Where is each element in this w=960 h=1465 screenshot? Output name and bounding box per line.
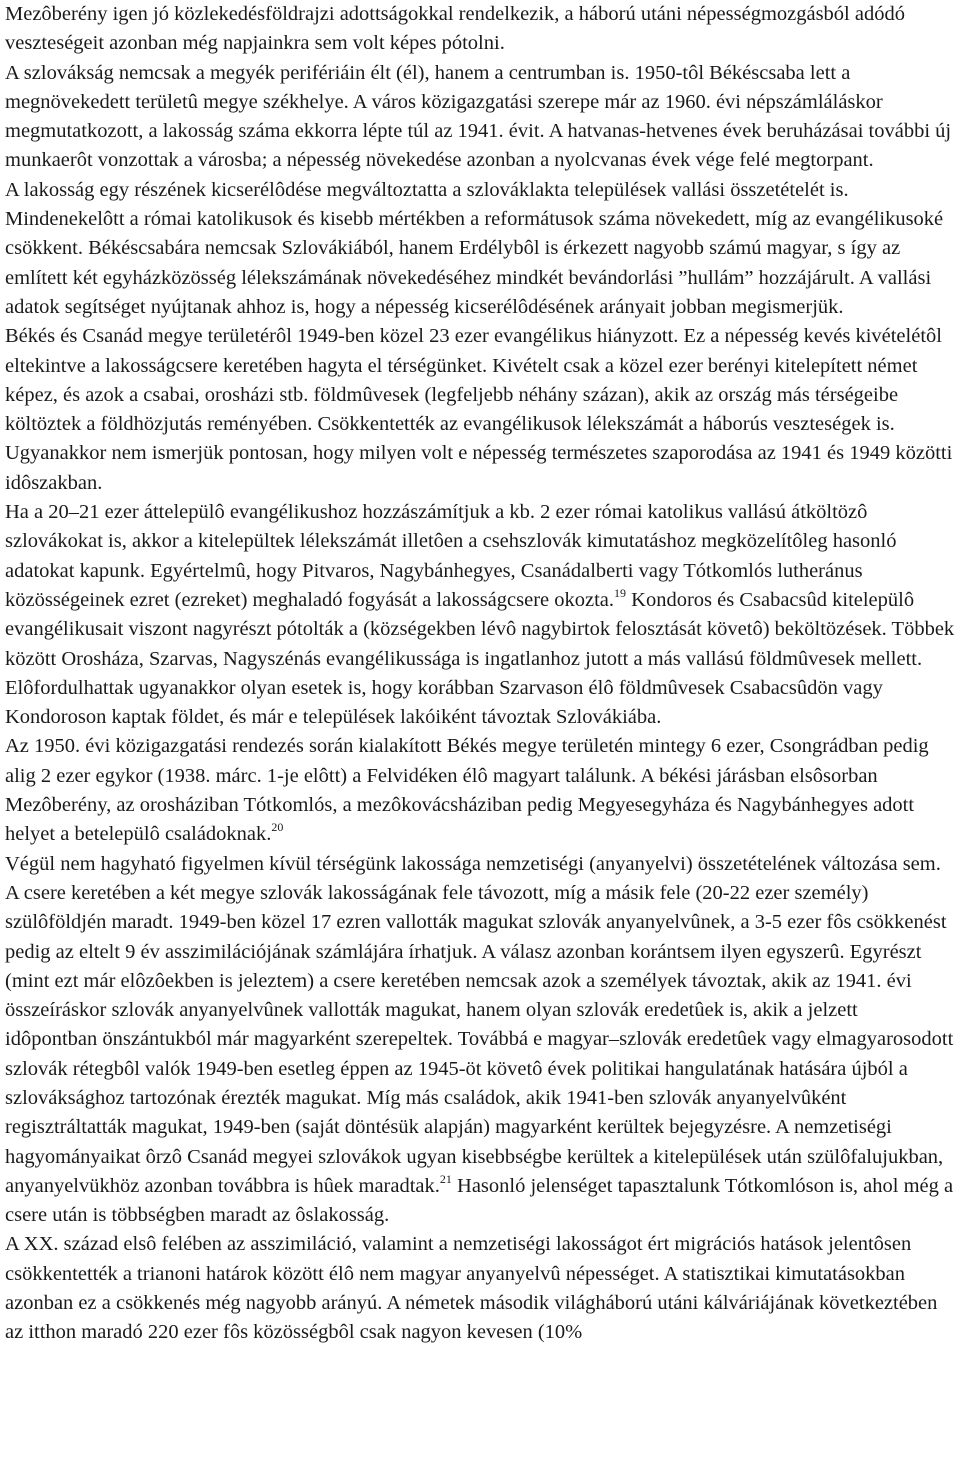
body-paragraph bbox=[5, 498, 955, 732]
document-page bbox=[5, 0, 955, 1348]
body-paragraph bbox=[5, 176, 955, 322]
paragraph-text: Békés és Csanád megye területérôl 1949-ben közel 23 ezer evangélikus hiányzott. Ez a népesség kevés kivételétôl eltekintve a lakosságcsere keretében hagyta el térségünket. Kivételt csak a közel ezer berényi kitelepített német képez, és azok a csabai, orosházi stb. földmûvesek (legfeljebb néhány százan), akik az ország más térségeibe költöztek a földhözjutás reményében. Csökkentették az evangélikusok lélekszámát a háborús veszteségek is. Ugyanakkor nem ismerjük pontosan, hogy milyen volt e népesség természetes szaporodása az 1941 és 1949 közötti idôszakban. bbox=[5, 325, 953, 494]
paragraph-text: Hasonló jelenséget tapasztalunk Tótkomlóson is, ahol még a csere után is többségben maradt az ôslakosság. bbox=[5, 1174, 954, 1227]
paragraph-text: Mezôberény igen jó közlekedésföldrajzi adottságokkal rendelkezik, a háború utáni népességmozgásból adódó veszteségeit azonban még napjainkra sem volt képes pótolni. bbox=[5, 3, 905, 55]
paragraph-text: A XX. század elsô felében az asszimiláció, valamint a nemzetiségi lakosságot ért migrációs hatások jelentôsen csökkentették a trianoni határok között élô nem magyar anyanyelvû népességet. A statisztikai kimutatásokban azonban ez a csökkenés még nagyobb arányú. A németek második világháború utáni kálváriájának következtében az itthon maradó 220 ezer fôs közösségbôl csak nagyon kevesen (10% bbox=[5, 1233, 938, 1344]
footnote-reference: 21 bbox=[439, 1172, 452, 1187]
body-paragraph bbox=[5, 850, 955, 1231]
footnote-reference: 20 bbox=[271, 820, 284, 835]
paragraph-text: Az 1950. évi közigazgatási rendezés során kialakított Békés megye területén mintegy 6 ezer, Csongrádban pedig alig 2 ezer egykor (1938. márc. 1-je elôtt) a Felvidéken élô magyart találunk. A békési járásban elsôsorban Mezôberény, az orosháziban Tótkomlós, a mezôkovácsháziban pedig Megyesegyháza és Nagybánhegyes adott helyet a betelepülô családoknak. bbox=[5, 735, 929, 846]
body-paragraph bbox=[5, 322, 955, 498]
body-paragraph bbox=[5, 0, 955, 59]
paragraph-text: Kondoros és Csabacsûd kitelepülô evangélikusait viszont nagyrészt pótolták a (községekben lévô nagybirtok felosztását követô) beköltözések. Többek között Orosháza, Szarvas, Nagyszénás evangélikussága is ingatlanhoz jutott a más vallású földmûvesek mellett. Elôfordulhattak ugyanakkor olyan esetek is, hogy korábban Szarvason élô földmûvesek Csabacsûdön vagy Kondoroson kaptak földet, és már e települések lakóiként távoztak Szlovákiába. bbox=[5, 588, 955, 729]
body-paragraph bbox=[5, 59, 955, 176]
paragraph-text: A lakosság egy részének kicserélôdése megváltoztatta a szlováklakta települések vallási összetételét is. Mindenekelôtt a római katolikusok és kisebb mértékben a reformátusok száma növekedett, míg az evangélikusoké csökkent. Békéscsabára nemcsak Szlovákiából, hanem Erdélybôl is érkezett nagyobb számú magyar, s így az említett két egyházközösség lélekszámának növekedéséhez mindkét bevándorlási ”hullám” hozzájárult. A vallási adatok segítséget nyújtanak ahhoz is, hogy a népesség kicserélôdésének arányait jobban megismerjük. bbox=[5, 178, 944, 318]
body-paragraph bbox=[5, 732, 955, 849]
paragraph-text: A szlovákság nemcsak a megyék perifériáin élt (él), hanem a centrumban is. 1950-tôl Békéscsaba lett a megnövekedett területû megye székhelye. A város közigazgatási szerepe már az 1960. évi népszámláláskor megmutatkozott, a lakosság száma ekkorra lépte túl az 1941. évit. A hatvanas-hetvenes évek beruházásai további új munkaerôt vonzottak a városba; a népesség növekedése azonban a nyolcvanas évek vége felé megtorpant. bbox=[5, 61, 952, 172]
footnote-reference: 19 bbox=[614, 586, 627, 601]
paragraph-text: Ha a 20–21 ezer áttelepülô evangélikushoz hozzászámítjuk a kb. 2 ezer római katolikus vallású átköltözô szlovákokat is, akkor a kitelepültek lélekszámát illetôen a csehszlovák kimutatáshoz megközelítôleg hasonló adatokat kapunk. Egyértelmû, hogy Pitvaros, Nagybánhegyes, Csanádalberti vagy Tótkomlós lutheránus közösségeinek ezret (ezreket) meghaladó fogyását a lakosságcsere okozta. bbox=[5, 501, 897, 611]
body-paragraph bbox=[5, 1230, 955, 1347]
paragraph-text: Végül nem hagyható figyelmen kívül térségünk lakossága nemzetiségi (anyanyelvi) összetételének változása sem. A csere keretében a két megye szlovák lakosságának fele távozott, míg a másik fele (20-22 ezer személy) szülôföldjén maradt. 1949-ben közel 17 ezren vallották magukat szlovák anyanyelvûnek, a 3-5 ezer fôs csökkenést pedig az eltelt 9 év asszimilációjának számlájára írhatjuk. A válasz azonban korántsem ilyen egyszerû. Egyrészt (mint ezt már elôzôekben is jeleztem) a csere keretében nemcsak azok a személyek távoztak, akik az 1941. évi összeíráskor szlovák anyanyelvûnek vallották magukat, hanem olyan szlovák eredetûek is, akik a jelzett idôpontban önszántukból már magyarként szerepeltek. Továbbá e magyar–szlovák eredetûek vagy elmagyarosodott szlovák rétegbôl valók 1949-ben esetleg éppen az 1945-öt követô évek politikai hangulatának hatására újból a szlováksághoz tartozónak érezték magukat. Míg más családok, akik 1941-ben szlovák anyanyelvûként regisztráltatták magukat, 1949-ben (saját döntésük alapján) magyarként kerültek bejegyzésre. A nemzetiségi hagyományaikat ôrzô Csanád megyei szlovákok ugyan kisebbségbe kerültek a kitelepülések után szülôfalujukban, anyanyelvükhöz azonban továbbra is hûek maradtak. bbox=[5, 852, 954, 1197]
